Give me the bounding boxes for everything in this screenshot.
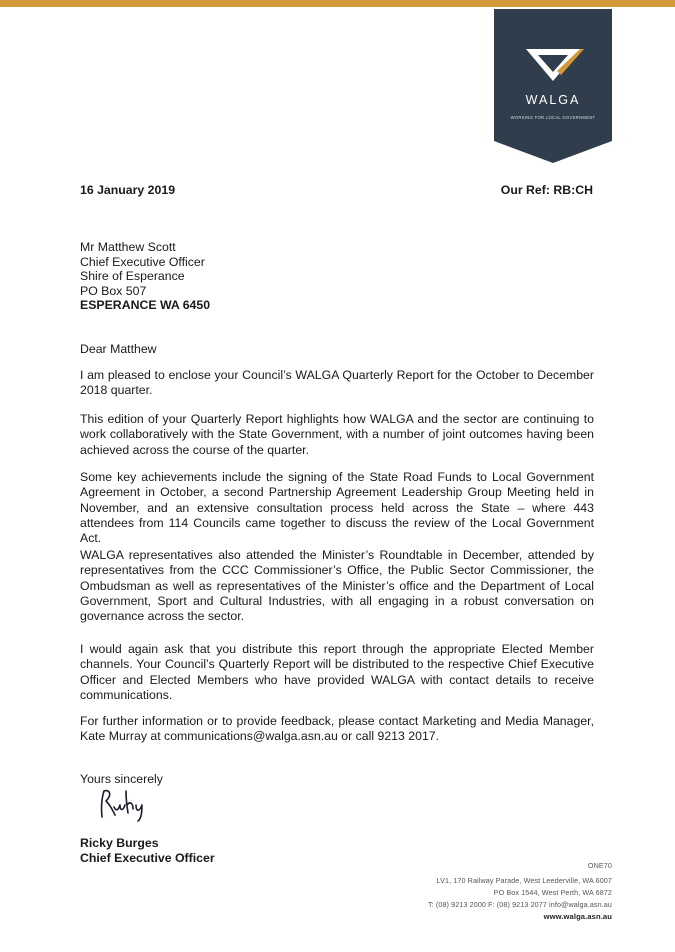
footer-website[interactable]: www.walga.asn.au: [543, 912, 612, 921]
logo-wordmark: WALGA: [525, 93, 581, 107]
signatory-title: Chief Executive Officer: [80, 850, 215, 865]
banner-shape: [494, 9, 612, 163]
footer-po-box: PO Box 1544, West Perth, WA 6872: [493, 888, 612, 897]
closing: Yours sincerely: [80, 772, 163, 786]
handwritten-signature: [96, 787, 158, 823]
recipient-town: ESPERANCE WA 6450: [80, 298, 211, 312]
logo-tagline: WORKING FOR LOCAL GOVERNMENT: [510, 115, 596, 120]
recipient-name: Mr Matthew Scott: [80, 240, 176, 254]
body-paragraph-4: WALGA representatives also attended the Minister’s Roundtable in December, attended by representatives from the CCC Commissioner’s Office, the Public Sector Commissioner, the Ombudsman as well as representatives of the Minister’s office and the Department of Local Government, Sport and Cultural Industries, with all engaging in a robust conversation on governance across the sector.: [80, 548, 594, 624]
letter-date: 16 January 2019: [80, 183, 176, 197]
body-paragraph-2: This edition of your Quarterly Report highlights how WALGA and the sector are continuing to work collaboratively with the State Government, with a number of joint outcomes having been achieved across the course of the quarter.: [80, 412, 594, 457]
body-paragraph-3: Some key achievements include the signing of the State Road Funds to Local Government Agreement in October, a second Partnership Agreement Leadership Group Meeting held in November, and an extensive consultation process held across the State – where 443 attendees from 114 Councils came together to discuss the review of the Local Government Act.: [80, 470, 594, 546]
salutation: Dear Matthew: [80, 342, 157, 356]
letter-reference: Our Ref: RB:CH: [500, 183, 593, 197]
footer-building: ONE70: [587, 861, 612, 870]
footer-contact: T: (08) 9213 2000 F: (08) 9213 2077 info@walga.asn.au: [427, 900, 612, 909]
walga-logo-banner: [494, 9, 612, 163]
recipient-title: Chief Executive Officer: [80, 254, 205, 269]
footer-street: LV1, 170 Railway Parade, West Leederville, WA 6007: [436, 876, 612, 885]
signatory-name: Ricky Burges: [80, 836, 159, 850]
body-paragraph-1: I am pleased to enclose your Council’s WALGA Quarterly Report for the October to December 2018 quarter.: [80, 368, 594, 398]
top-accent-bar: [0, 0, 675, 7]
recipient-organisation: Shire of Esperance: [80, 269, 185, 283]
body-paragraph-6: For further information or to provide feedback, please contact Marketing and Media Manager, Kate Murray at communications@walga.asn.au or call 9213 2017.: [80, 714, 594, 744]
recipient-po-box: PO Box 507: [80, 283, 147, 298]
body-paragraph-5: I would again ask that you distribute this report through the appropriate Elected Member channels. Your Council’s Quarterly Report will be distributed to the respective Chief Executive Officer and Elected Members who have provided WALGA with contact details to receive communications.: [80, 642, 594, 702]
